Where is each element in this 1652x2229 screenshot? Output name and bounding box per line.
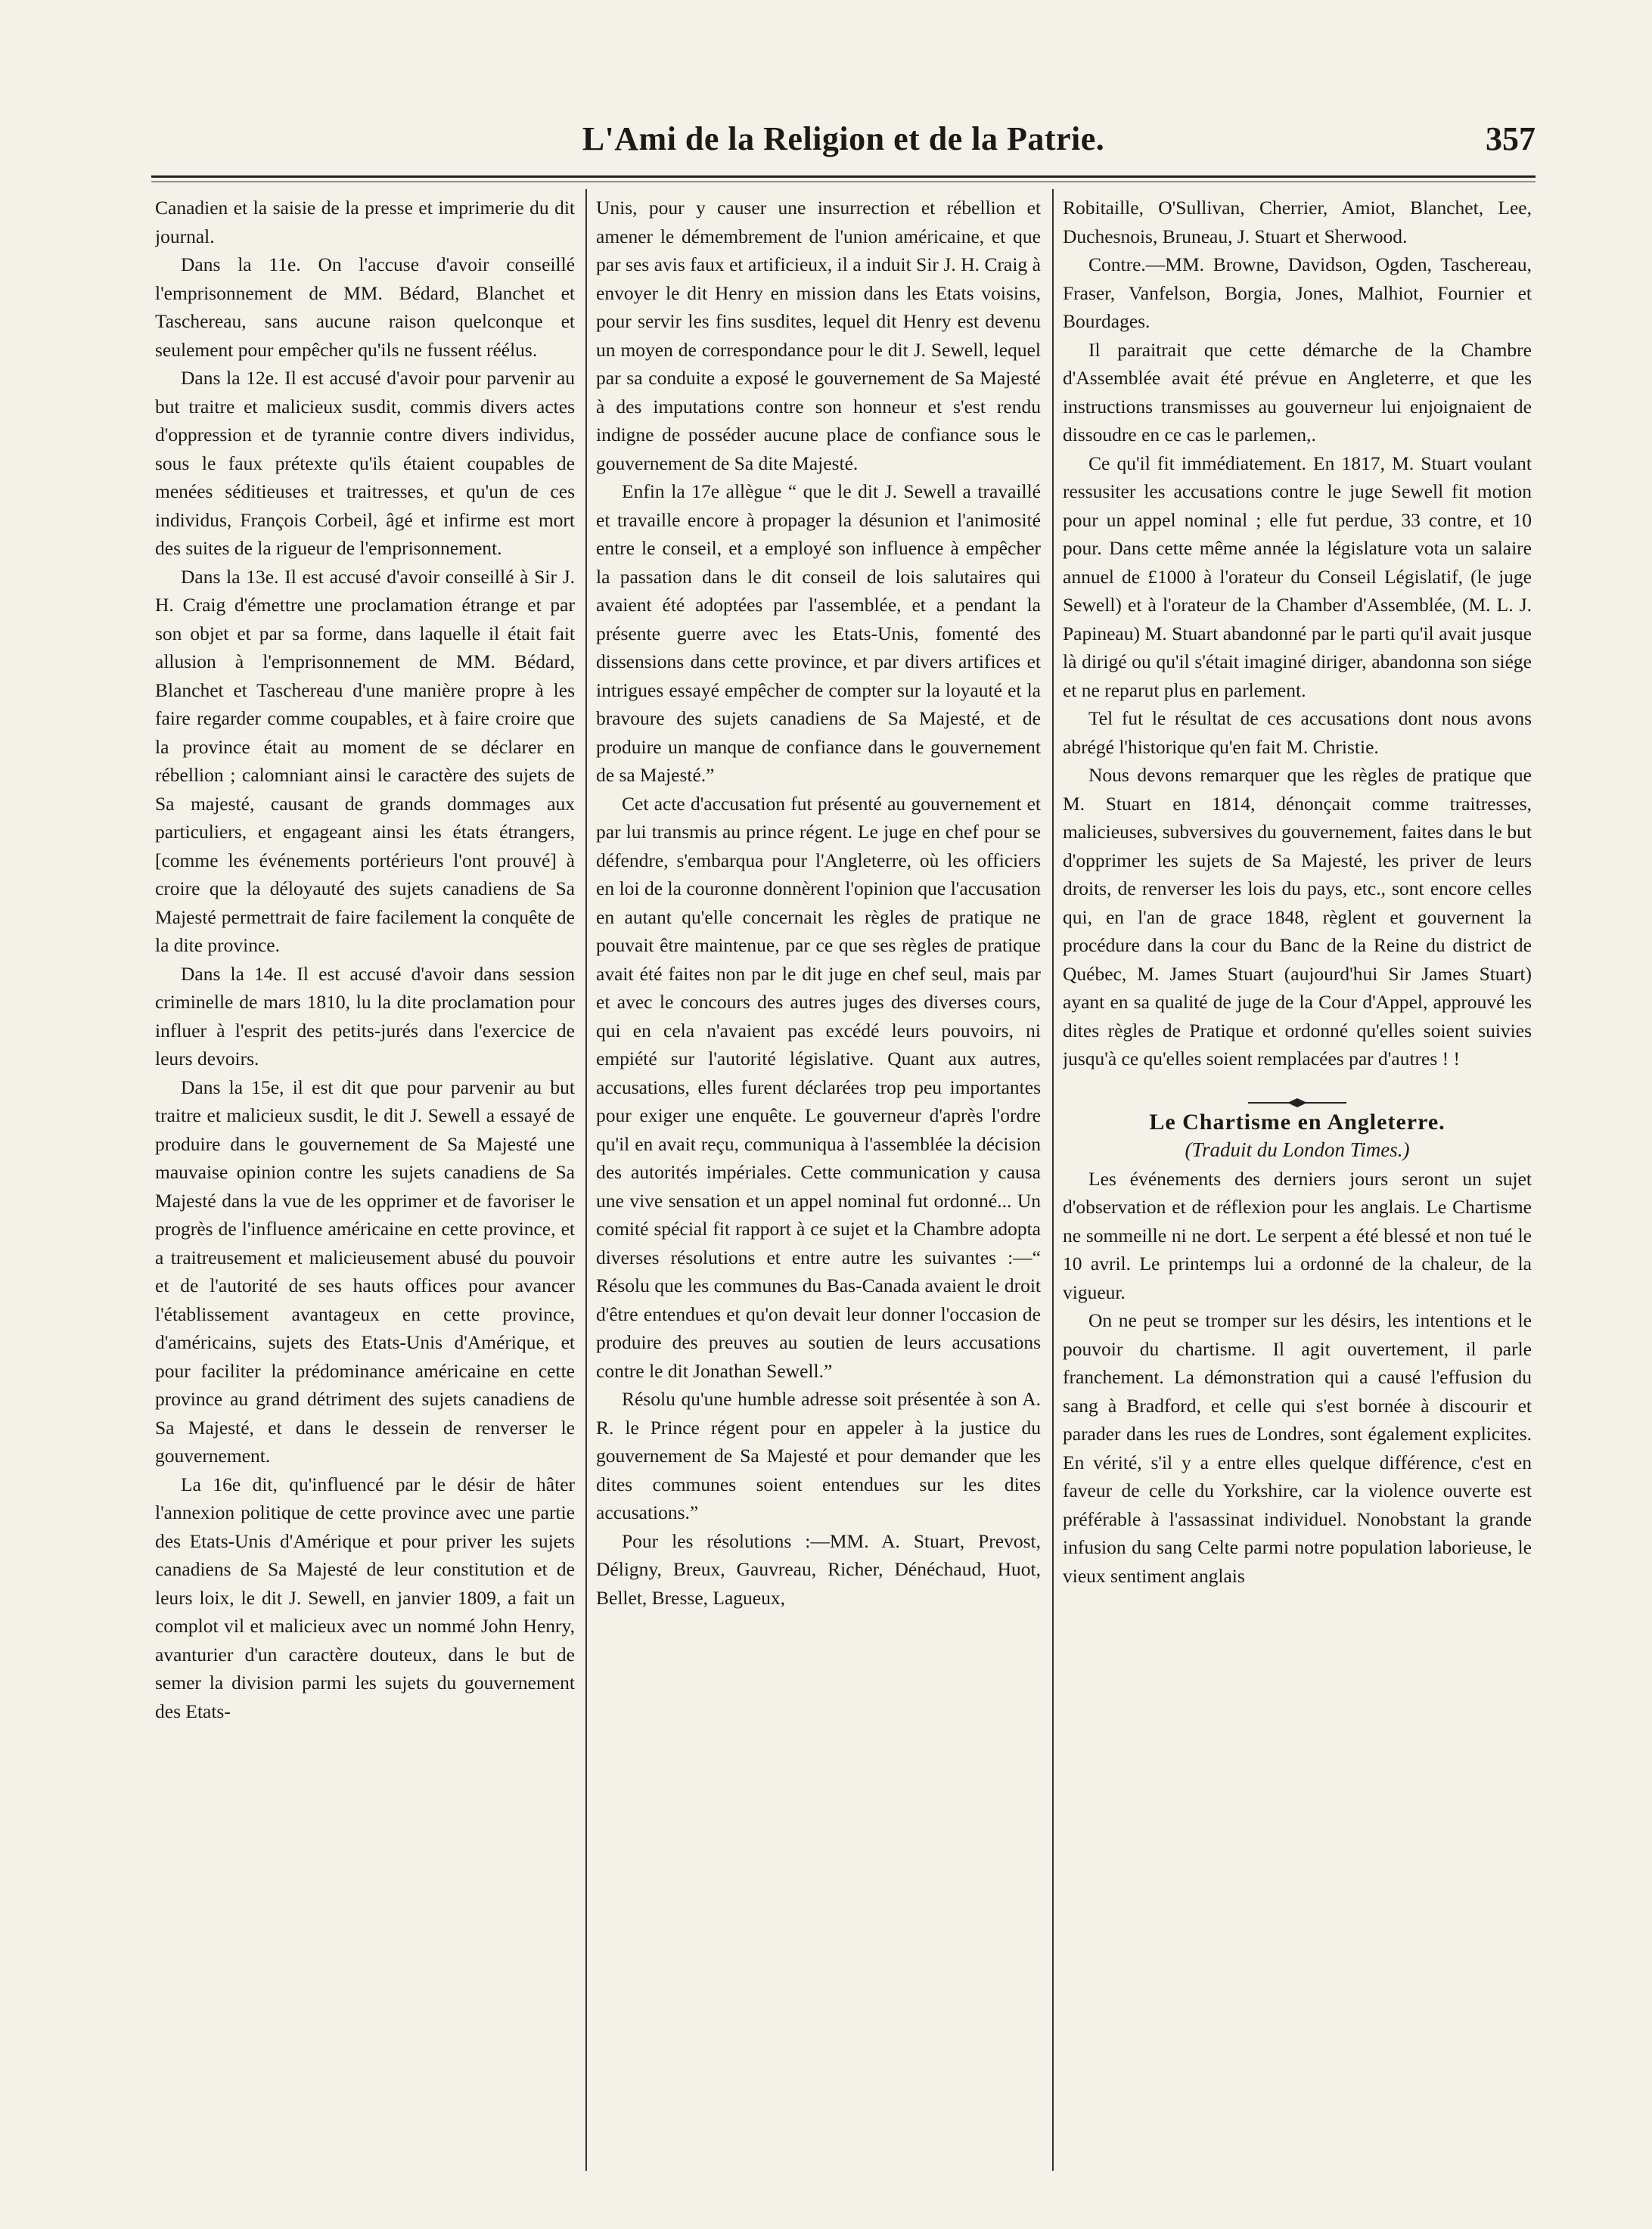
paragraph: Enfin la 17e allègue “ que le dit J. Sewell a travaillé et travaille encore à propager la désunion et l'animosité entre le conseil, et a employé son influence à empêcher la passation dans le dit conseil de lois salutaires qui avaient été adoptées par l'assemblée, et a pendant la présente guerre avec les Etats-Unis, fomenté des dissensions dans cette province, et par divers artifices et intrigues essayé empêcher de compter sur la loyauté et la bravoure des sujets canadiens de Sa Majesté, et de produire un manque de confiance dans le gouvernement de sa Majesté.” bbox=[596, 480, 1041, 786]
paragraph: La 16e dit, qu'influencé par le désir de hâter l'annexion politique de cette province avec une partie des Etats-Unis d'Amérique et pour priver les sujets canadiens de Sa Majesté de leur constitution et de leurs loix, le dit J. Sewell, en janvier 1809, a fait un complot vil et malicieux avec un nommé John Henry, avanturier d'un caractère douteux, dans le but de semer la division parmi les sujets du gouvernement des Etats- bbox=[155, 1473, 575, 1722]
column-divider bbox=[585, 189, 587, 2171]
section-title: Le Chartisme en Angleterre. bbox=[1149, 1109, 1446, 1135]
paragraph: Tel fut le résultat de ces accusations dont nous avons abrégé l'historique qu'en fait M. Christie. bbox=[1063, 707, 1532, 758]
running-title: L'Ami de la Religion et de la Patrie. bbox=[582, 120, 1105, 157]
paragraph: Dans la 14e. Il est accusé d'avoir dans session criminelle de mars 1810, lu la dite proclamation pour influer à l'esprit des petits-jurés dans l'exercice de leurs devoirs. bbox=[155, 962, 575, 1069]
paragraph: On ne peut se tromper sur les désirs, les intentions et le pouvoir du chartisme. Il agit ouvertement, il parle franchement. La démonstration qui a causé l'effusion du sang à Bradford, et celle qui s'est bornée à discourir et parader dans les rues de Londres, sont également explicites. En vérité, s'il y a entre elles quelque différence, c'est en faveur de celle du Yorkshire, car la violence ouverte est préférable à l'assassinat individuel. Nonobstant la grande infusion du sang Celte parmi notre population laborieuse, le vieux sentiment anglais bbox=[1063, 1309, 1532, 1587]
section-ornament bbox=[1063, 1087, 1532, 1102]
column-left bbox=[155, 194, 575, 2168]
paragraph: Dans la 15e, il est dit que pour parvenir au but traitre et malicieux susdit, le dit J. Sewell a essayé de produire dans le gouvernement de Sa Majesté une mauvaise opinion contre les sujets canadiens de Sa Majesté dans la vue de les opprimer et de favoriser le progrès de l'influence américaine en cette province, et a traitreusement et malicieusement abusé du pouvoir et de l'autorité de ses hauts offices pour avancer l'établissement avantageux en cette province, d'américains, sujets des Etats-Unis d'Amérique, et pour faciliter la prédominance américaine en cette province au grand détriment des sujets canadiens de Sa Majesté, et dans le dessein de renverser le gouvernement. bbox=[155, 1076, 575, 1467]
column-right bbox=[1063, 194, 1532, 2168]
paragraph: Ce qu'il fit immédiatement. En 1817, M. Stuart voulant ressusiter les accusations contre le juge Sewell fit motion pour un appel nominal ; elle fut perdue, 33 contre, et 10 pour. Dans cette même année la législature vota un salaire annuel de £1000 à l'orateur du Conseil Législatif, (le juge Sewell) et à l'orateur de la Chamber d'Assemblée, (M. L. J. Papineau) M. Stuart abandonné par le parti qu'il avait jusque là dirigé ou qu'il s'était imaginé diriger, abandonna son siége et ne reparut plus en parlement. bbox=[1063, 452, 1532, 701]
ornament-rule-icon bbox=[1248, 1097, 1346, 1109]
paragraph: Dans la 13e. Il est accusé d'avoir conseillé à Sir J. H. Craig d'émettre une proclamation étrange et par son objet et par sa forme, dans laquelle il était fait allusion à l'emprisonnement de MM. Bédard, Blanchet et Taschereau d'une manière propre à les faire regarder comme coupables, et à faire croire que la province était au moment de se déclarer en rébellion ; calomniant ainsi le caractère des sujets de Sa majesté, causant de grands dommages aux particuliers, et engageant ainsi les états étrangers, [comme les événements portérieurs l'ont prouvé] à croire que la déloyauté des sujets canadiens de Sa Majesté permettrait de faire facilement la conquête de la dite province. bbox=[155, 565, 575, 956]
paragraph: Canadien et la saisie de la presse et imprimerie du dit journal. bbox=[155, 197, 575, 247]
paragraph: Contre.—MM. Browne, Davidson, Ogden, Taschereau, Fraser, Vanfelson, Borgia, Jones, Malhiot, Fournier et Bourdages. bbox=[1063, 253, 1532, 332]
paragraph: Résolu qu'une humble adresse soit présentée à son A. R. le Prince régent pour en appeler à la justice du gouvernement de Sa Majesté et pour demander que les dites communes soient entendues sur les dites accusations.” bbox=[596, 1388, 1041, 1523]
column-divider bbox=[1052, 189, 1054, 2171]
paragraph: Robitaille, O'Sullivan, Cherrier, Amiot, Blanchet, Lee, Duchesnois, Bruneau, J. Stuart et Sherwood. bbox=[1063, 197, 1532, 247]
paragraph: Nous devons remarquer que les règles de pratique que M. Stuart en 1814, dénonçait comme traitresses, malicieuses, subversives du gouvernement, faites dans le but d'opprimer les sujets de Sa Majesté, les priver de leurs droits, de renverser les lois du pays, etc., sont encore celles qui, en l'an de grace 1848, règlent et gouvernent la procédure dans la cour du Banc de la Reine du district de Québec, M. James Stuart (aujourd'hui Sir James Stuart) ayant en sa qualité de juge de la Cour d'Appel, approuvé les dites règles de Pratique et ordonné qu'elles soient suivies jusqu'à ce qu'elles soient remplacées par d'autres ! ! bbox=[1063, 764, 1532, 1069]
page-header bbox=[151, 113, 1536, 174]
paragraph: Il paraitrait que cette démarche de la Chambre d'Assemblée avait été prévue en Angleterre, et que les instructions transmisses au gouverneur lui enjoignaient de dissoudre en ce cas le parlemen,. bbox=[1063, 338, 1532, 445]
paragraph: Dans la 11e. On l'accuse d'avoir conseillé l'emprisonnement de MM. Bédard, Blanchet et Taschereau, sans aucune raison quelconque et seulement pour empêcher qu'ils ne fussent réélus. bbox=[155, 253, 575, 361]
paragraph: Pour les résolutions :—MM. A. Stuart, Prevost, Déligny, Breux, Gauvreau, Richer, Dénéchaud, Huot, Bellet, Bresse, Lagueux, bbox=[596, 1529, 1041, 1609]
page-number: 357 bbox=[1486, 120, 1536, 157]
header-rule bbox=[151, 175, 1536, 178]
section-source: (Traduit du London Times.) bbox=[1185, 1138, 1410, 1161]
column-middle bbox=[596, 194, 1041, 2168]
paragraph: Dans la 12e. Il est accusé d'avoir pour parvenir au but traitre et malicieux susdit, commis divers actes d'oppression et de tyrannie contre divers individus, sous le faux prétexte qu'ils étaient coupables de menées séditieuses et traitresses, et qu'un de ces individus, François Corbeil, âgé et infirme est mort des suites de la rigueur de l'emprisonnement. bbox=[155, 367, 575, 559]
paragraph: Cet acte d'accusation fut présenté au gouvernement et par lui transmis au prince régent. Le juge en chef pour se défendre, s'embarqua pour l'Angleterre, où les officiers en loi de la couronne donnèrent l'opinion que l'accusation en autant qu'elle concernait les règles de pratique ne pouvait être maintenue, par ce que ses règles de pratique avait été faites non par le dit juge en chef seul, mais par et avec le concours des autres juges des diverses cours, qui en cela n'avaient pas excédé leurs pouvoirs, ni empiété sur l'autorité législative. Quant aux autres, accusations, elles furent déclarées trop peu importantes pour exiger une enquête. Le gouverneur d'après l'ordre qu'il en avait reçu, communiqua à l'assemblée la décision des autorités impériales. Cette communication y causa une vive sensation et un appel nominal fut ordonné... Un comité spécial fit rapport à ce sujet et la Chambre adopta diverses résolutions et entre autre les suivantes :—“ Résolu que les communes du Bas-Canada avaient le droit d'être entendues et qu'on devait leur donner l'occasion de produire des preuves au soutien de leurs accusations contre le dit Jonathan Sewell.” bbox=[596, 792, 1041, 1382]
paragraph: Les événements des derniers jours seront un sujet d'observation et de réflexion pour les anglais. Le Chartisme ne sommeille ni ne dort. Le serpent a été blessé et non tué le 10 avril. Le printemps lui a ordonné de la chaleur, de la vigueur. bbox=[1063, 1167, 1532, 1303]
paragraph: Unis, pour y causer une insurrection et rébellion et amener le démembrement de l'union américaine, et que par ses avis faux et artificieux, il a induit Sir J. H. Craig à envoyer le dit Henry en mission dans les Etats voisins, pour servir les fins susdites, lequel dit Henry est devenu un moyen de correspondance pour le dit J. Sewell, lequel par sa conduite a exposé le gouvernement de Sa Majesté à des imputations contre son honneur et s'est rendu indigne de posséder aucune place de confiance sous le gouvernement de Sa dite Majesté. bbox=[596, 197, 1041, 474]
